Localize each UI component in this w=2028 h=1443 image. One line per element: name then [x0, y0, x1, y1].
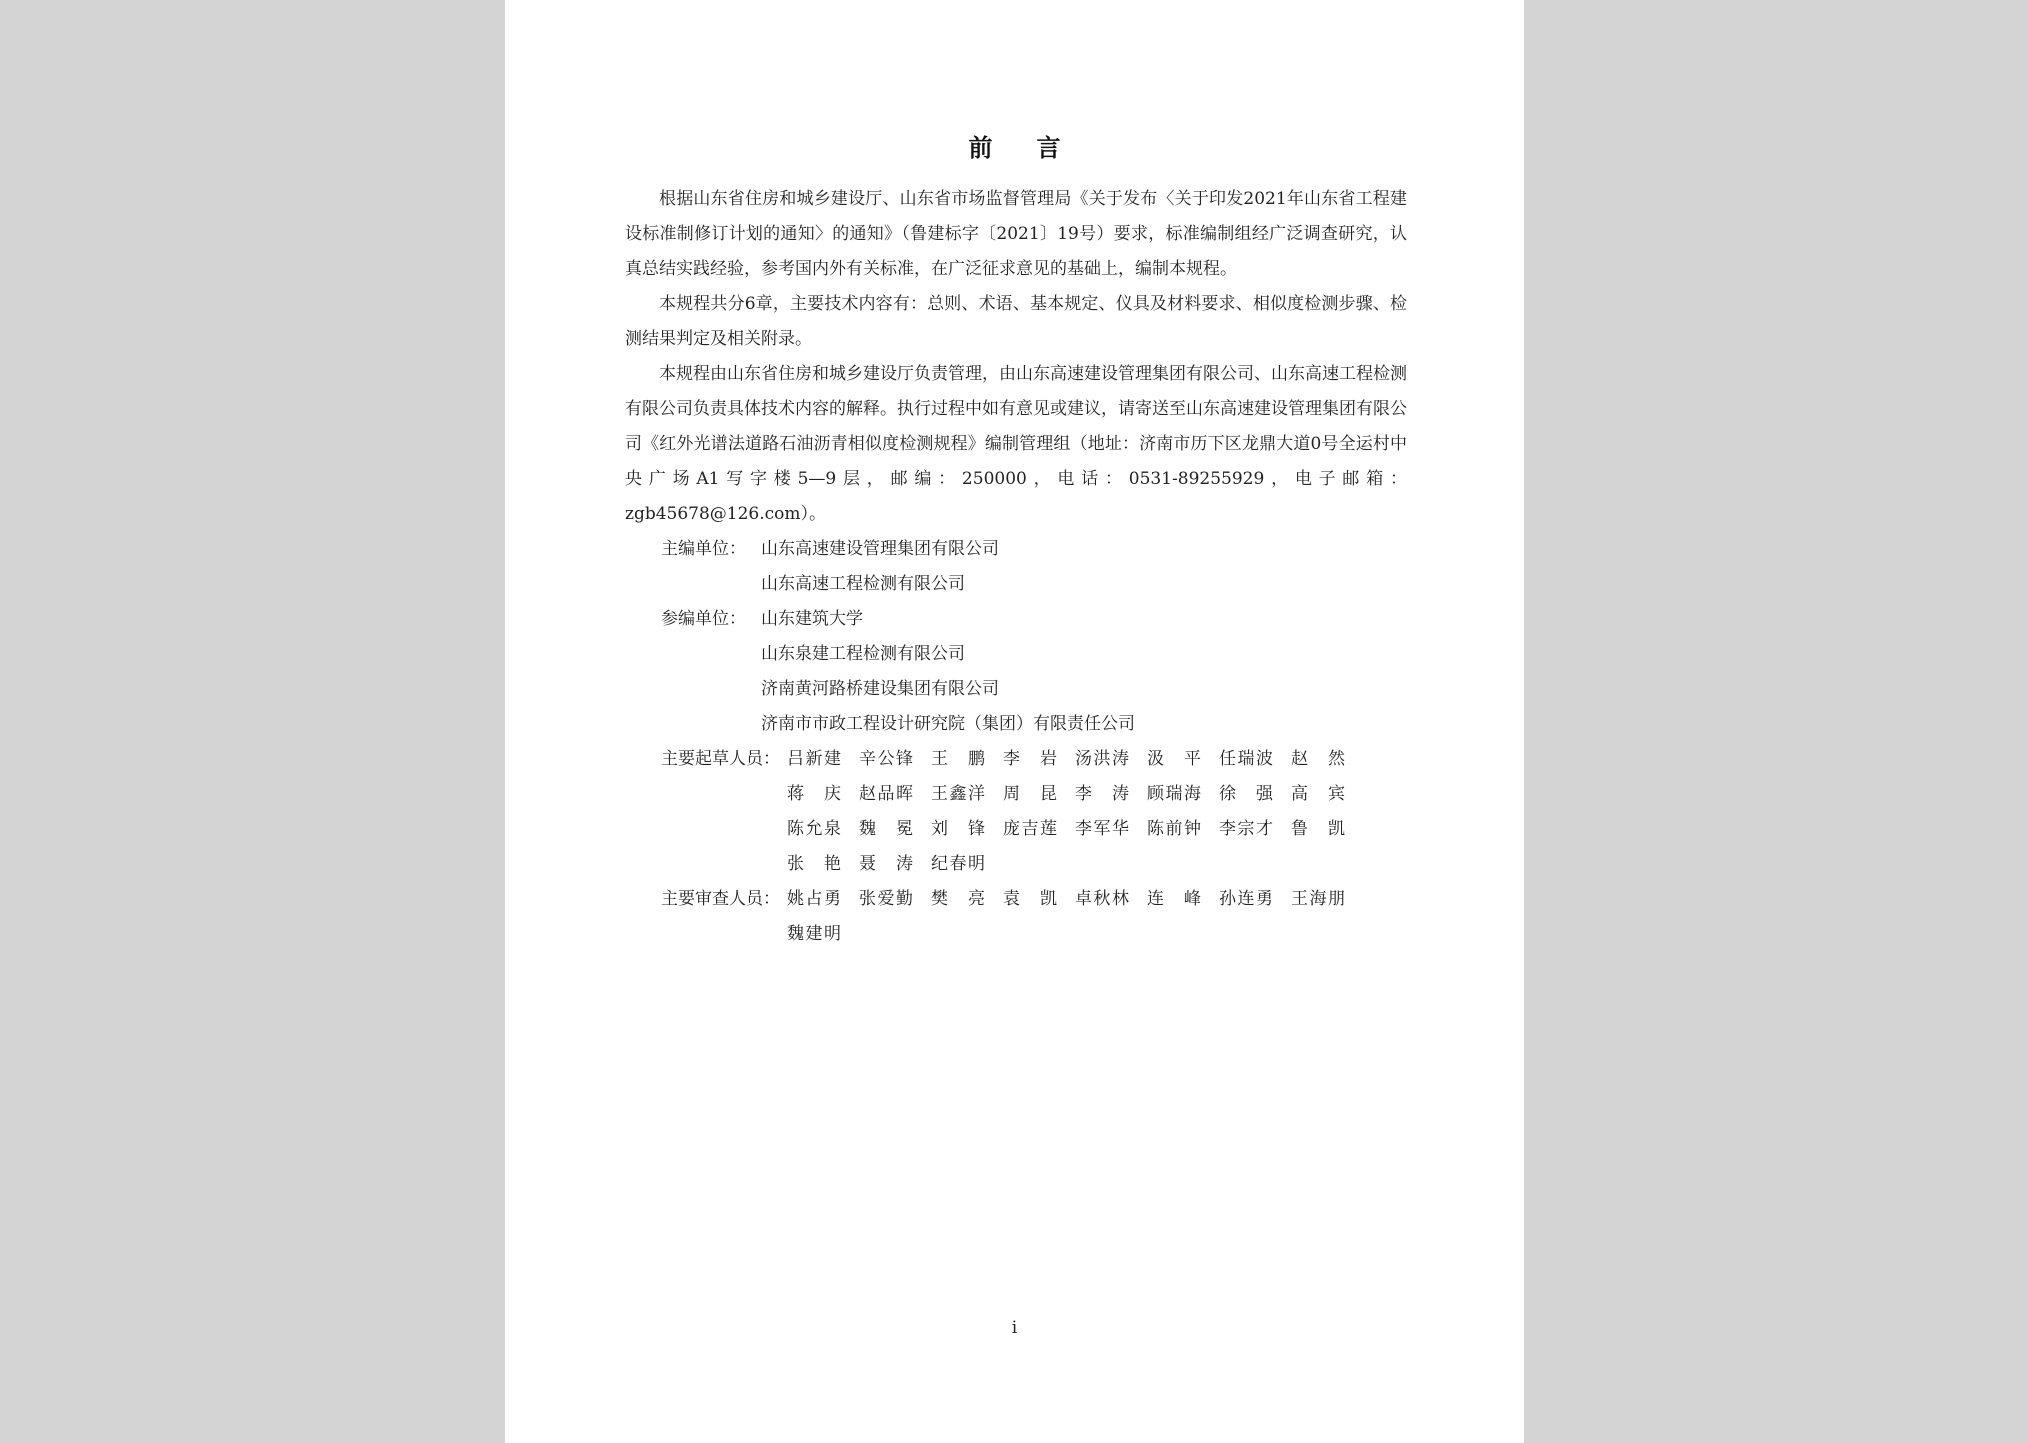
reviewer-name: 卓秋林 [1075, 889, 1129, 909]
drafter-name: 纪春明 [931, 854, 985, 874]
reviewers-label: 主要审查人员： [661, 889, 780, 909]
page-title: 前言 [968, 133, 1105, 162]
participating-unit: 济南市市政工程设计研究院（集团）有限责任公司 [761, 714, 1135, 734]
drafter-name: 汲平 [1147, 749, 1201, 769]
reviewers-list [787, 882, 1407, 952]
drafter-name: 顾瑞海 [1147, 784, 1201, 804]
drafter-name: 赵然 [1291, 749, 1345, 769]
drafter-name: 聂涛 [859, 854, 913, 874]
reviewer-name: 孙连勇 [1219, 889, 1273, 909]
chief-units-list [761, 532, 1407, 602]
drafter-name: 张艳 [787, 854, 841, 874]
participating-units-list [761, 602, 1407, 742]
reviewer-name: 袁凯 [1003, 889, 1057, 909]
drafters-list [787, 742, 1407, 882]
reviewer-name: 连峰 [1147, 889, 1201, 909]
drafter-name: 陈允泉 [787, 819, 841, 839]
drafter-name: 赵品晖 [859, 784, 913, 804]
participating-unit: 济南黄河路桥建设集团有限公司 [761, 679, 999, 699]
drafter-name: 李岩 [1003, 749, 1057, 769]
drafter-name: 王鹏 [931, 749, 985, 769]
drafter-name: 魏冕 [859, 819, 913, 839]
drafter-name: 吕新建 [787, 749, 841, 769]
drafter-name: 李涛 [1075, 784, 1129, 804]
drafter-name: 李军华 [1075, 819, 1129, 839]
page-number: i [1011, 1318, 1018, 1338]
drafter-name: 周昆 [1003, 784, 1057, 804]
reviewers-block [661, 882, 1407, 952]
paragraph-basis: 根据山东省住房和城乡建设厅、山东省市场监督管理局《关于发布〈关于印发2021年山东省工程建设标准制修订计划的通知〉的通知》（鲁建标字〔2021〕19号）要求，标准编制组经广泛调查研究，认真总结实践经验，参考国内外有关标准，在广泛征求意见的基础上，编制本规程。 [625, 189, 1407, 279]
drafter-name: 陈前钟 [1147, 819, 1201, 839]
participating-units-block [661, 602, 1407, 742]
participating-unit: 山东泉建工程检测有限公司 [761, 644, 965, 664]
chief-unit: 山东高速建设管理集团有限公司 [761, 539, 999, 559]
paragraph-management: 本规程由山东省住房和城乡建设厅负责管理，由山东高速建设管理集团有限公司、山东高速工程检测有限公司负责具体技术内容的解释。执行过程中如有意见或建议，请寄送至山东高速建设管理集团有限公司《红外光谱法道路石油沥青相似度检测规程》编制管理组（地址：济南市历下区龙鼎大道0号全运村中央广场A1写字楼5—9层，邮编：250000，电话：0531-89255929，电子邮箱：zgb45678@126.com）。 [625, 364, 1407, 524]
drafter-name: 任瑞波 [1219, 749, 1273, 769]
drafter-name: 辛公锋 [859, 749, 913, 769]
chief-units-block [661, 532, 1407, 602]
chief-unit: 山东高速工程检测有限公司 [761, 574, 965, 594]
chief-units-label: 主编单位： [661, 539, 746, 559]
drafters-label: 主要起草人员： [661, 749, 780, 769]
drafter-name: 蒋庆 [787, 784, 841, 804]
reviewer-name: 张爱勤 [859, 889, 913, 909]
reviewer-name: 樊亮 [931, 889, 985, 909]
drafter-name: 汤洪涛 [1075, 749, 1129, 769]
drafters-block [661, 742, 1407, 882]
document-body [625, 182, 1407, 952]
drafter-name: 王鑫洋 [931, 784, 985, 804]
drafter-name: 高宾 [1291, 784, 1345, 804]
drafter-name: 鲁凯 [1291, 819, 1345, 839]
drafter-name: 李宗才 [1219, 819, 1273, 839]
reviewer-name: 姚占勇 [787, 889, 841, 909]
reviewer-name: 王海朋 [1291, 889, 1345, 909]
participating-units-label: 参编单位： [661, 609, 746, 629]
participating-unit: 山东建筑大学 [761, 609, 863, 629]
drafter-name: 庞吉莲 [1003, 819, 1057, 839]
drafter-name: 徐强 [1219, 784, 1273, 804]
document-page [505, 0, 1524, 1443]
drafter-name: 刘锋 [931, 819, 985, 839]
paragraph-contents: 本规程共分6章，主要技术内容有：总则、术语、基本规定、仪具及材料要求、相似度检测步骤、检测结果判定及相关附录。 [625, 294, 1407, 349]
reviewer-name: 魏建明 [787, 924, 841, 944]
